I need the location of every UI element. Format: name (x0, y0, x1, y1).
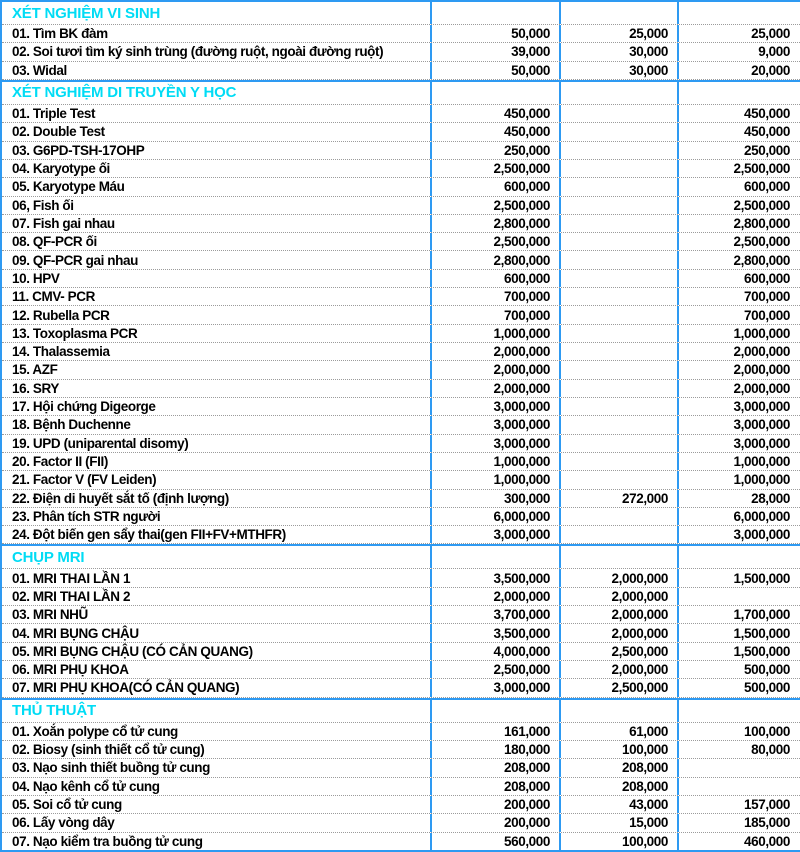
price-cell: 2,000,000 (430, 361, 559, 378)
price-cell: 100,000 (677, 723, 800, 740)
section-header (2, 80, 800, 105)
price-cell (559, 142, 677, 159)
service-name-cell: 03. Widal (12, 62, 67, 78)
price-cell: 6,000,000 (430, 508, 559, 525)
service-name-cell: 04. MRI BỤNG CHẬU (12, 625, 139, 641)
price-cell: 2,000,000 (430, 588, 559, 605)
price-cell: 157,000 (677, 796, 800, 813)
service-name-cell: 19. UPD (uniparental disomy) (12, 435, 189, 451)
price-cell: 43,000 (559, 796, 677, 813)
table-row (2, 490, 800, 508)
service-name-cell: 09. QF-PCR gai nhau (12, 252, 138, 268)
price-cell: 2,000,000 (559, 661, 677, 678)
service-name-cell: 10. HPV (12, 270, 60, 286)
price-cell: 1,000,000 (430, 471, 559, 488)
price-cell: 500,000 (677, 679, 800, 696)
table-row (2, 814, 800, 832)
price-cell: 250,000 (677, 142, 800, 159)
price-cell: 100,000 (559, 833, 677, 850)
price-cell: 3,000,000 (677, 398, 800, 415)
table-row (2, 741, 800, 759)
table-row (2, 325, 800, 343)
table-row (2, 215, 800, 233)
price-cell: 600,000 (430, 270, 559, 287)
price-cell: 1,000,000 (677, 325, 800, 342)
price-cell: 1,000,000 (430, 453, 559, 470)
service-name-cell: 06, Fish ối (12, 197, 74, 213)
price-cell: 30,000 (559, 62, 677, 79)
service-name-cell: 24. Đột biến gen sẩy thai(gen FII+FV+MTHFR) (12, 527, 286, 543)
price-cell: 450,000 (430, 105, 559, 122)
section-header-empty-cell (559, 700, 677, 722)
price-cell: 600,000 (677, 270, 800, 287)
service-name-cell: 04. Karyotype ối (12, 161, 110, 177)
table-row (2, 679, 800, 697)
price-cell (559, 306, 677, 323)
price-cell: 2,500,000 (677, 233, 800, 250)
section-header-empty-cell (677, 546, 800, 568)
section-header-empty-cell (559, 546, 677, 568)
service-name-cell: 06. Lấy vòng dây (12, 815, 115, 831)
section-title: XÉT NGHIỆM DI TRUYỀN Y HỌC (12, 84, 237, 102)
price-cell (677, 778, 800, 795)
price-cell: 3,700,000 (430, 606, 559, 623)
table-row (2, 160, 800, 178)
price-cell: 2,500,000 (430, 197, 559, 214)
table-row (2, 606, 800, 624)
price-cell: 2,000,000 (430, 380, 559, 397)
price-cell: 600,000 (430, 178, 559, 195)
table-row (2, 398, 800, 416)
price-cell: 2,500,000 (430, 661, 559, 678)
table-row (2, 723, 800, 741)
price-cell (559, 215, 677, 232)
service-name-cell: 15. AZF (12, 362, 58, 378)
price-cell (559, 325, 677, 342)
service-name-cell: 01. Xoắn polype cổ tử cung (12, 723, 178, 739)
table-row (2, 778, 800, 796)
service-name-cell: 05. Karyotype Máu (12, 179, 125, 195)
section-header-empty-cell (559, 2, 677, 24)
section-title: XÉT NGHIỆM VI SINH (12, 4, 161, 22)
section-header-empty-cell (430, 546, 559, 568)
table-row (2, 270, 800, 288)
service-name-cell: 14. Thalassemia (12, 344, 110, 360)
price-cell: 185,000 (677, 814, 800, 831)
table-row (2, 142, 800, 160)
service-name-cell: 02. MRI THAI LẦN 2 (12, 588, 131, 604)
section-header-empty-cell (430, 700, 559, 722)
table-row (2, 288, 800, 306)
price-cell (559, 526, 677, 543)
price-cell (559, 416, 677, 433)
price-cell: 2,800,000 (430, 215, 559, 232)
table-row (2, 123, 800, 141)
table-row (2, 453, 800, 471)
price-cell (559, 105, 677, 122)
price-cell: 1,000,000 (677, 471, 800, 488)
price-cell: 25,000 (677, 25, 800, 42)
price-cell: 2,000,000 (677, 361, 800, 378)
price-cell: 2,000,000 (677, 343, 800, 360)
price-cell: 1,700,000 (677, 606, 800, 623)
price-cell: 2,800,000 (677, 215, 800, 232)
section-title: CHỤP MRI (12, 548, 85, 566)
price-cell: 208,000 (559, 778, 677, 795)
section-header (2, 544, 800, 569)
table-row (2, 759, 800, 777)
price-cell (559, 160, 677, 177)
section-header-empty-cell (430, 2, 559, 24)
price-cell: 208,000 (430, 778, 559, 795)
price-cell: 15,000 (559, 814, 677, 831)
service-name-cell: 18. Bệnh Duchenne (12, 417, 131, 433)
price-cell: 2,500,000 (677, 197, 800, 214)
table-row (2, 343, 800, 361)
price-cell (559, 398, 677, 415)
price-cell (559, 178, 677, 195)
table-row (2, 62, 800, 80)
price-cell: 700,000 (677, 288, 800, 305)
service-name-cell: 16. SRY (12, 380, 59, 396)
price-cell: 460,000 (677, 833, 800, 850)
price-cell (559, 361, 677, 378)
service-name-cell: 17. Hội chứng Digeorge (12, 399, 156, 415)
table-row (2, 361, 800, 379)
table-row (2, 643, 800, 661)
price-cell: 6,000,000 (677, 508, 800, 525)
service-name-cell: 03. MRI NHŨ (12, 607, 88, 623)
service-name-cell: 13. Toxoplasma PCR (12, 325, 138, 341)
table-row (2, 588, 800, 606)
price-cell: 2,000,000 (559, 624, 677, 641)
service-name-cell: 03. Nạo sinh thiết buồng tử cung (12, 760, 210, 776)
service-name-cell: 02. Biosy (sinh thiết cổ tử cung) (12, 742, 205, 758)
service-name-cell: 08. QF-PCR ối (12, 234, 97, 250)
service-name-cell: 11. CMV- PCR (12, 289, 95, 305)
price-cell: 3,000,000 (677, 435, 800, 452)
price-cell (677, 759, 800, 776)
price-cell: 2,000,000 (559, 606, 677, 623)
service-name-cell: 07. Fish gai nhau (12, 215, 115, 231)
table-row (2, 233, 800, 251)
price-cell: 3,000,000 (430, 435, 559, 452)
service-name-cell: 01. Tìm BK đàm (12, 26, 108, 42)
section-header-empty-cell (559, 82, 677, 104)
service-name-cell: 22. Điện di huyết sắt tố (định lượng) (12, 490, 229, 506)
table-row (2, 661, 800, 679)
price-cell: 700,000 (430, 306, 559, 323)
table-row (2, 25, 800, 43)
price-cell: 272,000 (559, 490, 677, 507)
service-name-cell: 20. Factor II (FII) (12, 454, 108, 470)
price-cell: 500,000 (677, 661, 800, 678)
price-cell: 3,000,000 (677, 526, 800, 543)
price-cell: 100,000 (559, 741, 677, 758)
price-cell: 2,500,000 (559, 679, 677, 696)
table-row (2, 380, 800, 398)
table-row (2, 105, 800, 123)
price-cell: 300,000 (430, 490, 559, 507)
price-cell (559, 288, 677, 305)
price-cell: 560,000 (430, 833, 559, 850)
price-cell: 61,000 (559, 723, 677, 740)
service-name-cell: 07. Nạo kiểm tra buồng tử cung (12, 833, 203, 849)
price-cell: 39,000 (430, 43, 559, 60)
table-row (2, 526, 800, 544)
price-cell: 80,000 (677, 741, 800, 758)
section-header-empty-cell (677, 700, 800, 722)
service-name-cell: 04. Nạo kênh cổ tử cung (12, 778, 160, 794)
table-row (2, 178, 800, 196)
price-cell: 9,000 (677, 43, 800, 60)
table-row (2, 435, 800, 453)
service-name-cell: 07. MRI PHỤ KHOA(CÓ CẢN QUANG) (12, 680, 240, 696)
price-cell: 30,000 (559, 43, 677, 60)
service-name-cell: 02. Soi tươi tìm ký sinh trùng (đường ruột, ngoài đường ruột) (12, 44, 384, 60)
section-header-empty-cell (430, 82, 559, 104)
price-cell (559, 233, 677, 250)
price-cell (677, 588, 800, 605)
table-row (2, 508, 800, 526)
price-cell: 50,000 (430, 62, 559, 79)
price-cell: 700,000 (677, 306, 800, 323)
price-cell: 1,500,000 (677, 624, 800, 641)
price-cell: 2,800,000 (677, 251, 800, 268)
price-cell: 2,500,000 (430, 233, 559, 250)
price-cell: 450,000 (677, 123, 800, 140)
table-row (2, 833, 800, 850)
price-cell: 2,800,000 (430, 251, 559, 268)
price-cell: 208,000 (430, 759, 559, 776)
price-cell: 50,000 (430, 25, 559, 42)
section-title: THỦ THUẬT (12, 702, 97, 720)
price-cell: 25,000 (559, 25, 677, 42)
price-cell: 3,500,000 (430, 569, 559, 586)
price-cell (559, 435, 677, 452)
service-name-cell: 03. G6PD-TSH-17OHP (12, 142, 145, 158)
price-cell: 3,000,000 (430, 679, 559, 696)
table-row (2, 197, 800, 215)
price-cell: 2,500,000 (559, 643, 677, 660)
service-name-cell: 23. Phân tích STR người (12, 508, 161, 524)
table-row (2, 796, 800, 814)
table-row (2, 624, 800, 642)
price-cell (559, 270, 677, 287)
price-cell: 2,000,000 (559, 588, 677, 605)
section-header-empty-cell (677, 2, 800, 24)
service-name-cell: 01. Triple Test (12, 106, 96, 122)
price-cell: 3,000,000 (677, 416, 800, 433)
price-cell (559, 343, 677, 360)
price-cell (559, 123, 677, 140)
price-cell: 600,000 (677, 178, 800, 195)
section-header-empty-cell (677, 82, 800, 104)
table-row (2, 471, 800, 489)
price-cell: 1,000,000 (430, 325, 559, 342)
service-name-cell: 05. Soi cổ tử cung (12, 797, 122, 813)
price-cell (559, 380, 677, 397)
price-cell: 250,000 (430, 142, 559, 159)
price-cell (559, 508, 677, 525)
price-cell: 2,000,000 (559, 569, 677, 586)
price-cell: 200,000 (430, 814, 559, 831)
service-name-cell: 02. Double Test (12, 124, 105, 140)
table-row (2, 306, 800, 324)
price-cell: 1,500,000 (677, 643, 800, 660)
price-cell: 200,000 (430, 796, 559, 813)
price-cell (559, 453, 677, 470)
price-cell (559, 251, 677, 268)
price-cell: 2,000,000 (677, 380, 800, 397)
price-cell: 1,000,000 (677, 453, 800, 470)
price-cell: 1,500,000 (677, 569, 800, 586)
price-cell: 161,000 (430, 723, 559, 740)
price-cell: 28,000 (677, 490, 800, 507)
service-name-cell: 12. Rubella PCR (12, 307, 110, 323)
service-name-cell: 06. MRI PHỤ KHOA (12, 662, 129, 678)
section-header (2, 2, 800, 25)
price-cell (559, 197, 677, 214)
table-row (2, 416, 800, 434)
price-cell: 180,000 (430, 741, 559, 758)
price-cell: 2,500,000 (430, 160, 559, 177)
service-name-cell: 05. MRI BỤNG CHẬU (CÓ CẢN QUANG) (12, 643, 253, 659)
price-cell: 3,000,000 (430, 398, 559, 415)
price-cell: 3,500,000 (430, 624, 559, 641)
price-cell: 700,000 (430, 288, 559, 305)
price-cell: 450,000 (677, 105, 800, 122)
table-row (2, 569, 800, 587)
service-name-cell: 21. Factor V (FV Leiden) (12, 472, 157, 488)
price-cell: 3,000,000 (430, 526, 559, 543)
price-cell (559, 471, 677, 488)
price-cell: 450,000 (430, 123, 559, 140)
price-cell: 20,000 (677, 62, 800, 79)
service-name-cell: 01. MRI THAI LẦN 1 (12, 570, 131, 586)
table-row (2, 251, 800, 269)
table-row (2, 43, 800, 61)
price-cell: 2,500,000 (677, 160, 800, 177)
price-cell: 2,000,000 (430, 343, 559, 360)
price-cell: 4,000,000 (430, 643, 559, 660)
price-cell: 3,000,000 (430, 416, 559, 433)
section-header (2, 698, 800, 723)
price-cell: 208,000 (559, 759, 677, 776)
